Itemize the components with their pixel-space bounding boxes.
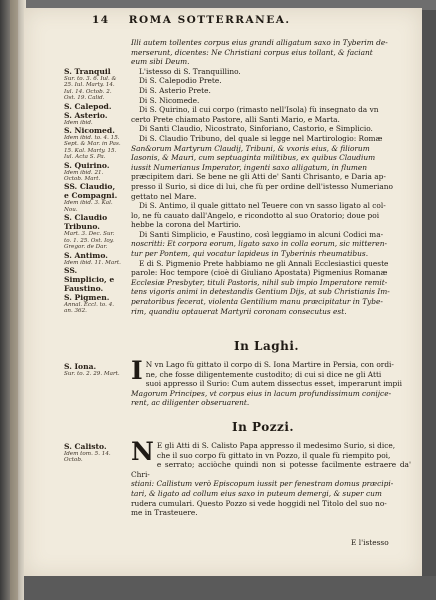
text-line: Di S. Quirino, il cui corpo (rimasto nell'Isola) fù insegnato da vn — [139, 105, 379, 115]
text-line: Di S. Nicomede. — [139, 95, 200, 105]
book-binding — [0, 0, 26, 600]
text-line: e serrato; acciòche quindi non si potesse facilmente estraere da' Chri- — [131, 460, 411, 479]
margin-note-reference: Idem ibid. 11. Mart. — [64, 259, 121, 266]
text-line: tari, & ligato ad collum eius saxo in puteum demergi, & super cum — [131, 488, 382, 498]
margin-note-reference: Sur. to. 3. 6. Iul. & 25. Iul. Marty. 14. Iul. 14. Octob. 2. Ost. 19. Calid. — [64, 76, 117, 102]
margin-note-reference: Idem ibid. 21. Octob. Mart. — [64, 169, 104, 183]
margin-note-reference: Idem tom. 5. 14. Octob. — [64, 451, 111, 464]
text-line: E di S. Pigmenio Prete habbiamo ne gli Annali Ecclesiastici queste — [139, 258, 389, 268]
text-line: eum sibi Deum. — [131, 57, 190, 67]
text-line: præcipitem dari. Se bene ne gli Atti de' Santi Chrisanto, e Daria ap- — [131, 172, 386, 182]
margin-notes-2 — [64, 362, 122, 377]
text-line: noscritti: Et corpora eorum, ligato saxo in colla eorum, sic mitteren- — [131, 239, 387, 249]
text-line: Di S. Asterio Prete. — [139, 85, 211, 95]
text-line: tur per Pontem, qui vocatur lapideus in Tyberinis rheumatibus. — [131, 249, 369, 259]
text-line: Magorum Principes, vt corpus eius in lacum profundissimum conijce- — [131, 388, 392, 398]
text-line: E gli Atti di S. Calisto Papa appresso il medesimo Surio, si dice, — [156, 441, 396, 450]
text-line: rudera cumulari. Questo Pozzo si vede hoggidi nel Titolo del suo no- — [131, 498, 387, 508]
text-line: San&orum Martyrum Claudij, Tribuni, & vxoris eius, & filiorum — [131, 143, 370, 153]
text-line: L'istesso di S. Tranquillino. — [139, 66, 241, 76]
page-number: 14 — [92, 14, 110, 26]
margin-note-reference: Mart. 3. Dec. Sur. to. 1. 25. Ost. Ioy. Gregor. de Dar. — [64, 231, 115, 251]
scan-background-right — [422, 10, 436, 576]
text-line: rent, ac diligenter obseruarent. — [131, 398, 250, 408]
text-line: Di S. Claudio Tribuno, del quale si legge nel Martirologio: Romæ — [139, 133, 383, 143]
text-block-pozzi — [131, 437, 411, 518]
text-line: presso il Surio, si dice di lui, che fù per ordine dell'istesso Numeriano — [131, 181, 393, 191]
margin-note-name: S. Pigmen. — [64, 292, 110, 302]
text-line: parole: Hoc tempore (cioè di Giuliano Apostata) Pigmenius Romanæ — [131, 268, 388, 278]
drop-cap: N — [131, 437, 154, 466]
margin-note-name: S. Nicomed. — [64, 126, 115, 136]
page-header — [92, 14, 291, 26]
text-line: N vn Lago fù gittato il corpo di S. Iona Martire in Persia, con ordi- — [145, 360, 394, 369]
margin-note-reference: Sur. to. 2. 29. Mart. — [64, 371, 120, 377]
margin-note-name: S. Calisto. — [64, 442, 107, 451]
catchword: E l'istesso — [351, 538, 389, 547]
text-line: hebbe la corona del Martirio. — [131, 220, 241, 230]
margin-note-name: S. Claudio Tribuno. — [64, 213, 108, 232]
text-line: Iasonis, & Mauri, cum septuaginta militibus, ex quibus Claudium — [131, 153, 376, 163]
margin-note-name: S. Iona. — [64, 362, 97, 371]
margin-notes-1 — [64, 67, 122, 315]
margin-note-name: S. Quirino. — [64, 160, 110, 170]
text-line: Di S. Antimo, il quale gittato nel Teuere con vn sasso ligato al col- — [139, 201, 386, 211]
margin-note-reference: Idem ibid. — [64, 119, 93, 126]
margin-note-name: S. Tranquil — [64, 67, 111, 76]
text-line: lo, ne fù cauato dall'Angelo, e ricondotto al suo Oratorio; doue poi — [131, 210, 380, 220]
text-line: Ecclesiæ Presbyter, tituli Pastoris, nihil sub impio Imperatore remit- — [131, 277, 388, 287]
drop-cap: I — [131, 356, 143, 385]
text-line: tens vigoris animi in detestandis Gentium Dijs, at sub Christianis Im- — [131, 287, 390, 297]
running-title: ROMA SOTTERRANEA. — [128, 14, 291, 26]
margin-note-name: SS. Simplicio, e Faustino. — [64, 265, 115, 293]
margin-note-name: SS. Claudio, e Compagni. — [64, 182, 118, 201]
text-line: iussit Numerianus Imperator, ingenti saxo alligatum, in flumen — [131, 162, 367, 172]
scan-background-bottom — [24, 576, 436, 600]
margin-note-name: S. Calepod. — [64, 101, 112, 111]
text-line: gettato nel Mare. — [131, 191, 197, 201]
margin-note-reference: Idem ibid. to. 4. 15. Sept. & Mar. in Pas. 15. Kal. Marty. 15. Iul. Acta S. Pa. — [64, 135, 121, 161]
text-line: Di S. Calepodio Prete. — [139, 76, 222, 86]
text-line: certo Prete chiamato Pastore, alli Santi Mario, e Marta. — [131, 114, 340, 124]
section-heading-laghi: In Laghi. — [234, 339, 300, 353]
margin-note-name: S. Antimo. — [64, 250, 108, 260]
margin-note-reference: Idem ibid. 3. Kal. Nou. — [64, 200, 113, 213]
text-line: peratoribus fecerat, violenta Gentilium manu præcipitatur in Tybe- — [131, 297, 383, 307]
binding-strip — [10, 0, 18, 600]
margin-note-reference: Annal. Eccl. to. 4. an. 362. — [64, 301, 115, 315]
text-line: suoi appresso il Surio: Cum autem dissectus esset, imperarunt impii — [145, 379, 402, 389]
text-line: Di Santi Simplicio, e Faustino, così leggiamo in alcuni Codici ma- — [139, 229, 384, 239]
text-line: ne, che fosse diligentemente custodito; di cui si dice ne gli Atti — [145, 369, 382, 379]
text-block-intro — [131, 38, 411, 316]
margin-note-name: S. Asterio. — [64, 110, 108, 120]
text-line: merserunt, dicentes: Ne Christiani corpus eius tollant, & faciant — [131, 47, 373, 57]
text-block-laghi — [131, 356, 411, 408]
text-line: Illi autem tollentes corpus eius grandi alligatum saxo in Tyberim de- — [131, 38, 388, 47]
margin-notes-3 — [64, 442, 122, 464]
section-heading-pozzi: In Pozzi. — [232, 420, 295, 434]
text-line: Di Santi Claudio, Nicostrato, Sinforiano, Castorio, e Simplicio. — [139, 124, 373, 134]
text-line: che il suo corpo fù gittato in vn Pozzo, il quale fù riempito poi, — [156, 450, 391, 460]
text-line: stiani: Callistum verò Episcopum iussit per fenestram domus præcipi- — [131, 479, 394, 489]
text-line: me in Trasteuere. — [131, 508, 198, 518]
text-line: rim, quandiu optauerat Martyrii coronam consecutus est. — [131, 306, 347, 316]
